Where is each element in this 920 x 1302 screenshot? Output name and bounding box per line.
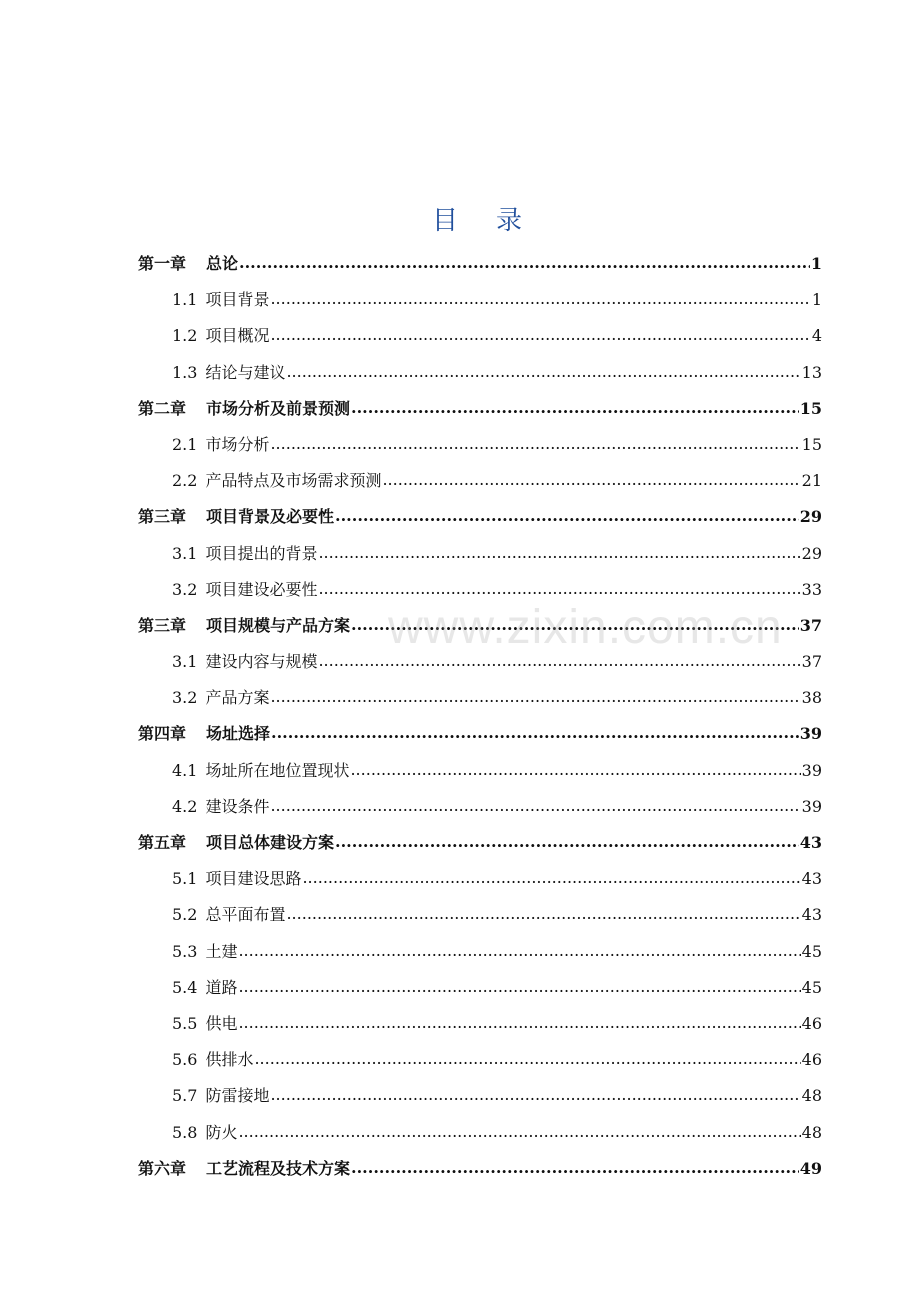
page-number: 4 (811, 326, 822, 346)
page-number: 39 (801, 760, 822, 780)
section-title: 结论与建议 (205, 362, 286, 382)
dot-leader (318, 643, 800, 679)
chapter-number: 第三章 (138, 507, 187, 527)
toc-chapter-row[interactable] (138, 716, 822, 752)
section-title: 总平面布置 (205, 905, 286, 925)
toc-section-row[interactable] (138, 897, 822, 933)
dot-leader (270, 317, 810, 353)
section-title: 项目建设思路 (205, 869, 302, 889)
dot-leader (238, 1114, 800, 1150)
chapter-number: 第四章 (138, 724, 187, 744)
page-number: 37 (799, 615, 822, 635)
chapter-number: 第一章 (138, 254, 187, 273)
page-number: 37 (801, 652, 822, 672)
chapter-title: 总论 (206, 254, 239, 273)
page-number: 43 (801, 869, 822, 889)
toc-section-row[interactable] (138, 644, 822, 680)
toc-chapter-row[interactable] (138, 246, 822, 282)
page-number: 48 (801, 1122, 822, 1142)
dot-leader (271, 715, 799, 751)
chapter-number: 第三章 (138, 615, 187, 635)
section-number: 3.2 (172, 688, 198, 708)
dot-leader (335, 498, 799, 534)
toc-section-row[interactable] (138, 1115, 822, 1151)
dot-leader (270, 426, 800, 462)
page-number: 46 (801, 1050, 822, 1070)
page-number: 45 (801, 977, 822, 997)
section-title: 供电 (205, 1013, 238, 1033)
page-number: 1 (811, 290, 822, 310)
toc-title-char-1: 目 (431, 206, 460, 236)
page-number: 46 (801, 1013, 822, 1033)
page-number: 1 (810, 254, 822, 273)
section-title: 项目提出的背景 (205, 543, 318, 563)
section-title: 建设条件 (205, 796, 270, 816)
section-number: 5.2 (172, 905, 198, 925)
section-number: 5.7 (172, 1086, 198, 1106)
page-number: 39 (801, 796, 822, 816)
dot-leader (238, 933, 800, 969)
section-number: 1.1 (172, 290, 198, 310)
toc-title (0, 200, 920, 237)
dot-leader (238, 969, 800, 1005)
dot-leader (270, 679, 800, 715)
toc-section-row[interactable] (138, 1006, 822, 1042)
dot-leader (351, 1150, 799, 1186)
dot-leader (239, 245, 810, 281)
page-number: 43 (799, 833, 822, 852)
dot-leader (350, 752, 800, 788)
dot-leader (351, 607, 799, 643)
page-number: 48 (801, 1086, 822, 1106)
section-number: 2.2 (172, 471, 198, 491)
chapter-title: 工艺流程及技术方案 (206, 1158, 351, 1178)
dot-leader (254, 1041, 800, 1077)
toc-chapter-row[interactable] (138, 825, 822, 861)
watermark: www.zixin.com.cn (388, 601, 783, 654)
page-number: 38 (801, 688, 822, 708)
page-number: 29 (801, 543, 822, 563)
chapter-number: 第二章 (138, 398, 187, 418)
table-of-contents (138, 246, 822, 1187)
toc-section-row[interactable] (138, 934, 822, 970)
dot-leader (318, 571, 800, 607)
section-number: 4.1 (172, 760, 198, 780)
page-number: 29 (799, 507, 822, 527)
section-number: 1.2 (172, 326, 198, 346)
section-number: 5.4 (172, 977, 198, 997)
page-number: 15 (799, 398, 822, 418)
section-title: 项目概况 (205, 326, 270, 346)
toc-chapter-row[interactable] (138, 608, 822, 644)
section-title: 防雷接地 (205, 1086, 270, 1106)
chapter-title: 项目总体建设方案 (206, 833, 335, 852)
section-number: 2.1 (172, 434, 198, 454)
toc-section-row[interactable] (138, 861, 822, 897)
chapter-number: 第六章 (138, 1158, 187, 1178)
chapter-number: 第五章 (138, 833, 187, 852)
dot-leader (270, 1077, 800, 1113)
section-number: 5.5 (172, 1013, 198, 1033)
page-number: 45 (801, 941, 822, 961)
section-title: 供排水 (205, 1050, 254, 1070)
toc-chapter-row[interactable] (138, 1151, 822, 1187)
section-title: 道路 (205, 977, 238, 997)
section-number: 5.3 (172, 941, 198, 961)
toc-section-row[interactable] (138, 355, 822, 391)
page-number: 15 (801, 434, 822, 454)
section-title: 防火 (205, 1122, 238, 1142)
dot-leader (302, 860, 800, 896)
section-number: 5.8 (172, 1122, 198, 1142)
section-number: 3.2 (172, 579, 198, 599)
section-number: 4.2 (172, 796, 198, 816)
page-number: 13 (801, 362, 822, 382)
toc-chapter-row[interactable] (138, 391, 822, 427)
page-number: 49 (799, 1158, 822, 1178)
toc-section-row[interactable] (138, 427, 822, 463)
dot-leader (238, 1005, 800, 1041)
chapter-title: 项目规模与产品方案 (206, 615, 351, 635)
section-number: 1.3 (172, 362, 198, 382)
toc-section-row[interactable] (138, 572, 822, 608)
toc-section-row[interactable] (138, 1078, 822, 1114)
section-title: 产品方案 (205, 688, 270, 708)
section-title: 项目背景 (205, 290, 270, 310)
page-number: 43 (801, 905, 822, 925)
toc-section-row[interactable] (138, 282, 822, 318)
toc-section-row[interactable] (138, 536, 822, 572)
section-number: 3.1 (172, 652, 198, 672)
toc-chapter-row[interactable] (138, 499, 822, 535)
dot-leader (270, 788, 800, 824)
dot-leader (270, 281, 810, 317)
toc-section-row[interactable] (138, 463, 822, 499)
section-number: 5.1 (172, 869, 198, 889)
section-number: 3.1 (172, 543, 198, 563)
chapter-title: 项目背景及必要性 (206, 507, 335, 527)
dot-leader (382, 462, 800, 498)
section-number: 5.6 (172, 1050, 198, 1070)
dot-leader (335, 824, 799, 860)
section-title: 产品特点及市场需求预测 (205, 471, 382, 491)
section-title: 项目建设必要性 (205, 579, 318, 599)
chapter-title: 场址选择 (206, 724, 271, 744)
toc-section-row[interactable] (138, 970, 822, 1006)
toc-title-char-2: 录 (496, 206, 525, 236)
toc-section-row[interactable] (138, 789, 822, 825)
dot-leader (351, 390, 799, 426)
dot-leader (318, 535, 800, 571)
section-title: 土建 (205, 941, 238, 961)
section-title: 建设内容与规模 (205, 652, 318, 672)
dot-leader (286, 354, 800, 390)
dot-leader (286, 896, 800, 932)
toc-section-row[interactable] (138, 753, 822, 789)
page-number: 39 (799, 724, 822, 744)
section-title: 场址所在地位置现状 (205, 760, 350, 780)
toc-section-row[interactable] (138, 680, 822, 716)
toc-section-row[interactable] (138, 1042, 822, 1078)
page-number: 33 (801, 579, 822, 599)
page-number: 21 (801, 471, 822, 491)
section-title: 市场分析 (205, 434, 270, 454)
chapter-title: 市场分析及前景预测 (206, 398, 351, 418)
toc-section-row[interactable] (138, 318, 822, 354)
